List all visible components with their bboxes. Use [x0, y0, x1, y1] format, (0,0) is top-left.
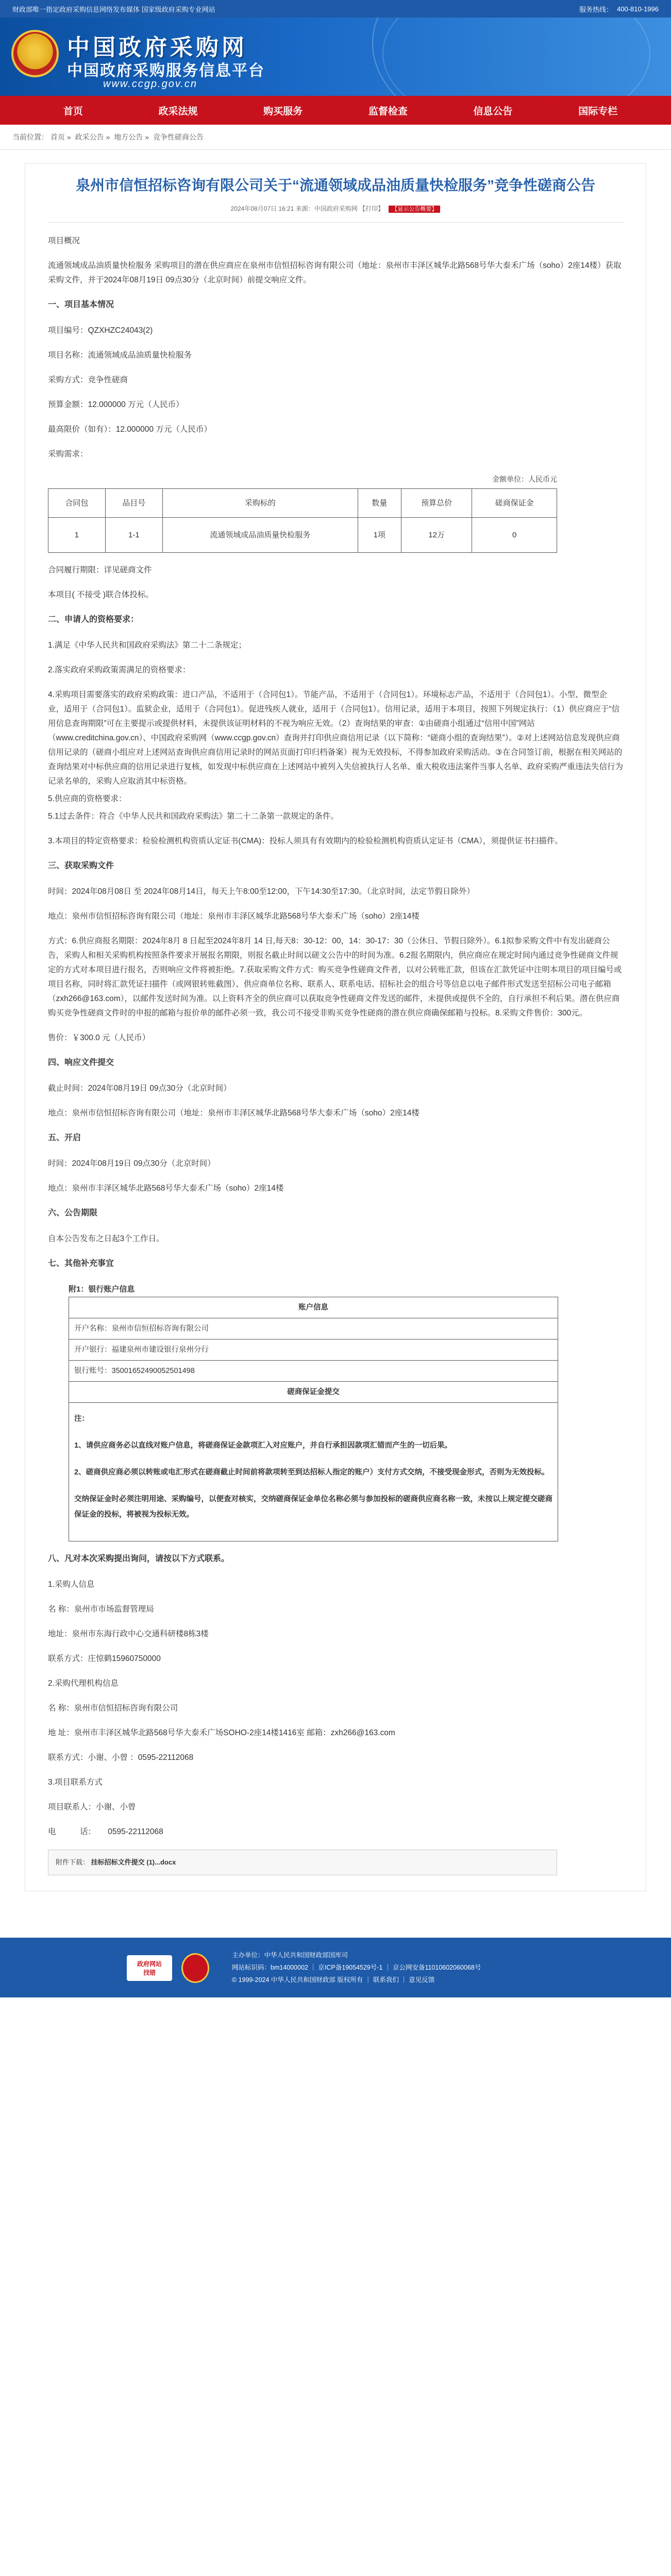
notice-period: 自本公告发布之日起3个工作日。 [48, 1234, 164, 1243]
main-nav [0, 96, 671, 125]
opening-time: 时间：2024年08月19日 09点30分（北京时间） [48, 1159, 215, 1168]
contact-name: 名 称：泉州市市场监督管理局 [48, 1605, 154, 1614]
nav-item-purchase-services[interactable]: 购买服务 [263, 106, 303, 117]
table-header-row [48, 489, 557, 518]
bank-caption: 附1：银行账户信息 [69, 1285, 135, 1294]
table-header: 数量 [358, 489, 401, 518]
top-notice-bar [0, 0, 671, 18]
national-emblem-logo[interactable] [11, 30, 59, 77]
qualification-item: 1.满足《中华人民共和国政府采购法》第二十二条规定； [48, 641, 246, 650]
special-qualification: 3.本项目的特定资格要求：检验检测机构资质认定证书(CMA)：投标人须具有有效期内的检验检测机构资质认定证书（CMA），须提供证书扫描件。 [48, 837, 563, 845]
breadcrumb: 当前位置： 首页 » 政采公告 » 地方公告 » 竞争性磋商公告 [0, 125, 671, 150]
contact-phone: 电 话： 0595-22112068 [48, 1827, 163, 1836]
contract-period: 合同履行期限：详见磋商文件 [48, 566, 152, 574]
nav-item-international[interactable]: 国际专栏 [578, 106, 618, 117]
bank-account-number: 银行账号：35001652490052501498 [69, 1361, 558, 1382]
deposit-header: 磋商保证金提交 [69, 1382, 558, 1403]
party-emblem-icon[interactable] [181, 1953, 209, 1983]
site-footer [0, 1938, 671, 1997]
table-header: 采购标的 [162, 489, 358, 518]
budget-amount: 预算金额：12.000000 万元（人民币） [48, 400, 184, 409]
table-row [48, 518, 557, 553]
nav-item-home[interactable]: 首页 [63, 106, 83, 117]
max-price: 最高限价（如有）：12.000000 万元（人民币） [48, 425, 212, 434]
section-heading: 七、其他补充事宜 [48, 1259, 114, 1268]
attachment-link[interactable]: 挂标招标文件提交 (1)...docx [91, 1858, 176, 1866]
article-body [48, 223, 623, 1875]
section-heading: 六、公告期限 [48, 1209, 98, 1217]
site-title[interactable]: 中国政府采购网 [67, 35, 247, 60]
document-price: 售价：￥300.0 元（人民币） [48, 1033, 150, 1042]
project-name: 项目名称：流通领域成品油质量快检服务 [48, 351, 192, 360]
table-cell: 1-1 [105, 518, 162, 553]
attachment-label: 附件下载： [56, 1858, 90, 1866]
table-cell: 1项 [358, 518, 401, 553]
star-icon [27, 44, 43, 61]
section-heading: 四、响应文件提交 [48, 1058, 114, 1067]
qualification-item: 5.1过去条件：符合《中华人民共和国政府采购法》第二十二条第一款规定的条件。 [48, 812, 339, 821]
table-header: 合同包 [48, 489, 106, 518]
nav-item-supervision[interactable]: 监督检查 [368, 106, 408, 117]
qualification-item: 2.落实政府采购政策需满足的资格要求： [48, 666, 191, 674]
hotline [579, 4, 659, 14]
contact-phone: 联系方式：庄惊鹤15960750000 [48, 1654, 161, 1663]
attachment-bar [48, 1850, 557, 1875]
demand-label: 采购需求： [48, 450, 88, 459]
top-notice-text: 财政部唯一指定政府采购信息网络发布媒体 国家级政府采购专业网站 [12, 5, 215, 13]
breadcrumb-notices[interactable]: 政采公告 [75, 133, 104, 141]
breadcrumb-current[interactable]: 竞争性磋商公告 [153, 133, 204, 141]
contact-title: 1.采购人信息 [48, 1580, 95, 1589]
obtain-method: 方式：6.供应商报名期限：2024年8月 8 日起至2024年8月 14 日,每天8：30-12：00，14：30-17：30（公休日、节假日除外）。6.1拟参采购文件中有发出磋商公告，采购人和相关采购机构按照条件要求开展报名期限，则报名截止时间以磋文公告中的时间为准。6.2报名期限内，供应商应在规定时间内通过竞争性磋商文件规定的方式对本项目进行报名，否则响应文件将被拒绝。7.获取采购文件方式：购买竞争性磋商文件者，以对公转账汇款，但该在汇款凭证中注明本项目的项目编号或项目名称，同时将汇款凭证扫描件（或网银转账截图）、供应商单位名称、联系人、联系电话、招标社会的组合号等信息以电子邮件形式发送至招标公司电子邮箱（zxh266@163.com），以邮件发送时间为准。以上资料齐全的供应商可以获取竞争性磋商文件发送的邮件，未提供或提供不全的，自行承担不利后果。潜在供应商购买竞争性磋商文件时的申报的邮箱与报价单的邮件必须一致，我公司不接受非购买竞争性磋商的潜在供应商确保邮箱与投标。8.采购文件售价：300元。 [48, 937, 622, 1018]
contact-title: 3.项目联系方式 [48, 1778, 103, 1787]
article-title: 泉州市信恒招标咨询有限公司关于“流通领域成品油质量快检服务”竞争性磋商公告 [75, 177, 595, 193]
contact-address: 地址：泉州市东海行政中心交通科研楼8栋3楼 [48, 1630, 209, 1638]
breadcrumb-local[interactable]: 地方公告 [114, 133, 143, 141]
deposit-note: 交纳保证金时必须注明用途、采购编号，以便查对核实，交纳磋商保证金单位名称必须与参加投标的磋商供应商名称一致，未按以上规定提交磋商保证金的投标，将被视为投标无效。 [74, 1495, 552, 1519]
bank-account-name: 开户名称：泉州市信恒招标咨询有限公司 [69, 1318, 558, 1340]
consortium-note: 本项目( 不接受 )联合体投标。 [48, 590, 154, 599]
site-subtitle: 中国政府采购服务信息平台 [67, 62, 265, 79]
section-heading: 五、开启 [48, 1133, 81, 1142]
section-heading: 一、项目基本情况 [48, 300, 114, 309]
table-cell: 0 [472, 518, 557, 553]
deposit-note: 注： [74, 1415, 89, 1423]
bank-table [69, 1297, 558, 1541]
obtain-place: 地点：泉州市信恒招标咨询有限公司（地址：泉州市丰泽区城华北路568号华大泰禾广场（soho）2座14楼 [48, 912, 420, 921]
contact-person: 项目联系人：小谢、小曾 [48, 1803, 136, 1811]
table-header: 预算总价 [401, 489, 472, 518]
gov-site-error-badge[interactable] [127, 1955, 172, 1981]
footer-sponsor: 主办单位：中华人民共和国财政部国库司 [232, 1952, 348, 1959]
nav-item-regulations[interactable]: 政采法规 [158, 106, 198, 117]
opening-place: 地点：泉州市丰泽区城华北路568号华大泰禾广场（soho）2座14楼 [48, 1184, 284, 1193]
bank-table-header: 账户信息 [69, 1297, 558, 1318]
site-url: www.ccgp.gov.cn [103, 78, 198, 90]
hotline-label: 服务热线： [579, 5, 613, 13]
section-heading: 八、凡对本次采购提出询问，请按以下方式联系。 [48, 1554, 230, 1563]
article-container [25, 163, 646, 1891]
table-header: 磋商保证金 [472, 489, 557, 518]
package-table [48, 488, 557, 553]
table-cell: 12万 [401, 518, 472, 553]
table-cell: 流通领域成品油质量快检服务 [162, 518, 358, 553]
qualification-item: 5.供应商的资格要求： [48, 794, 127, 803]
contact-name: 名 称：泉州市信恒招标咨询有限公司 [48, 1704, 178, 1713]
contact-phone: 联系方式：小谢、小曾 ：0595-22112068 [48, 1753, 194, 1762]
site-banner [0, 18, 671, 96]
policy-text: 4.采购项目需要落实的政府采购政策：进口产品，不适用于（合同包1）。节能产品，不适用于（合同包1）。环境标志产品，不适用于（合同包1）。小型、微型企业，适用于（合同包1）。监狱企业，适用于（合同包1）。促进残疾人就业，适用于（合同包1）。信用记录，适用于本项目，按照下列规定执行：（1）供应商应于“信用信息查询期限”可在主要提示或提供材料，未提供该证明材料的不视为响应无效。（2）查询结果的审查：①由磋商小组通过“信用中国”网站（www.creditchina.gov.cn）、中国政府采购网（www.ccgp.gov.cn）查询并打印供应商信用记录（以下简称：“磋商小组的查询结果”）。②对上述网站信息发现供应商信用记录的（磋商小组应对上述网站查询供应商信用记录时的网站页面打印归档备案）视为无效投标，不得参加政府采购活动。③在合同签订前，根据在相关网站的查询结果对中标供应商的信用记录进行复核，如发现中标供应商在上述网站中被列入失信被执行人名单、重大税收违法案件当事人名单、政府采购严重违法失信行为记录名单的，采购人应取消其中标资格。 [48, 690, 624, 786]
bank-name: 开户银行：福建泉州市建设银行泉州分行 [69, 1340, 558, 1361]
currency-unit: 金额单位：人民币元 [492, 475, 557, 483]
table-cell: 1 [48, 518, 106, 553]
deposit-notes [69, 1403, 558, 1541]
article-meta [48, 201, 623, 223]
deposit-note: 1、请供应商务必以直线对账户信息，将磋商保证金款项汇入对应账户，并自行承担因款项汇错而产生的一切后果。 [74, 1442, 452, 1450]
obtain-time: 时间：2024年08月08日 至 2024年08月14日，每天上午8:00至12:00，下午14:30至17:30。（北京时间，法定节假日除外） [48, 887, 475, 896]
footer-icp: 网站标识码：bm14000002 ｜ 京ICP备19054529号-1 ｜ 京公网安备11010602060068号 [232, 1964, 481, 1971]
contact-address: 地 址：泉州市丰泽区城华北路568号华大泰禾广场SOHO-2座14楼1416室 邮箱：zxh266@163.com [48, 1728, 395, 1737]
bank-info-block [48, 1282, 558, 1541]
badge-title: 政府网站 [137, 1960, 162, 1968]
article-meta-text: 2024年08月07日 16:21 来源：中国政府采购网 【打印】 [230, 205, 384, 212]
table-header: 品目号 [105, 489, 162, 518]
procurement-method: 采购方式：竞争性磋商 [48, 376, 128, 384]
overview-text: 流通领域成品油质量快检服务 采购项目的潜在供应商应在泉州市信恒招标咨询有限公司（地址：泉州市丰泽区城华北路568号华大泰禾广场（soho）2座14楼）获取采购文件，并于2024年08月19日 09点30分（北京时间）前提交响应文件。 [48, 261, 622, 284]
badge-sub: 找错 [143, 1969, 156, 1976]
footer-copyright: © 1999-2024 中华人民共和国财政部 版权所有 ｜ 联系我们 ｜ 意见反馈 [232, 1976, 435, 1984]
section-heading: 二、申请人的资格要求： [48, 615, 139, 624]
deposit-note: 2、磋商供应商必须以转账或电汇形式在磋商截止时间前将款项转至到达招标人指定的账户）支付方式交纳，不接受现金形式，否则为无效投标。 [74, 1468, 549, 1477]
section-heading: 三、获取采购文件 [48, 861, 114, 870]
footer-text [232, 1949, 481, 1986]
submit-deadline: 截止时间：2024年08月19日 09点30分（北京时间） [48, 1084, 231, 1093]
nav-item-announcements[interactable]: 信息公告 [473, 106, 513, 117]
breadcrumb-home[interactable]: 首页 [50, 133, 65, 141]
breadcrumb-prefix: 当前位置： [12, 133, 48, 141]
submit-place: 地点：泉州市信恒招标咨询有限公司（地址：泉州市丰泽区城华北路568号华大泰禾广场（soho）2座14楼 [48, 1109, 420, 1117]
project-number: 项目编号：QZXHZC24043(2) [48, 326, 153, 335]
contact-title: 2.采购代理机构信息 [48, 1679, 119, 1688]
show-summary-button[interactable]: 【显示公告概要】 [389, 206, 440, 213]
overview-heading: 项目概况 [48, 236, 80, 245]
hotline-phone: 400-810-1996 [617, 5, 659, 13]
